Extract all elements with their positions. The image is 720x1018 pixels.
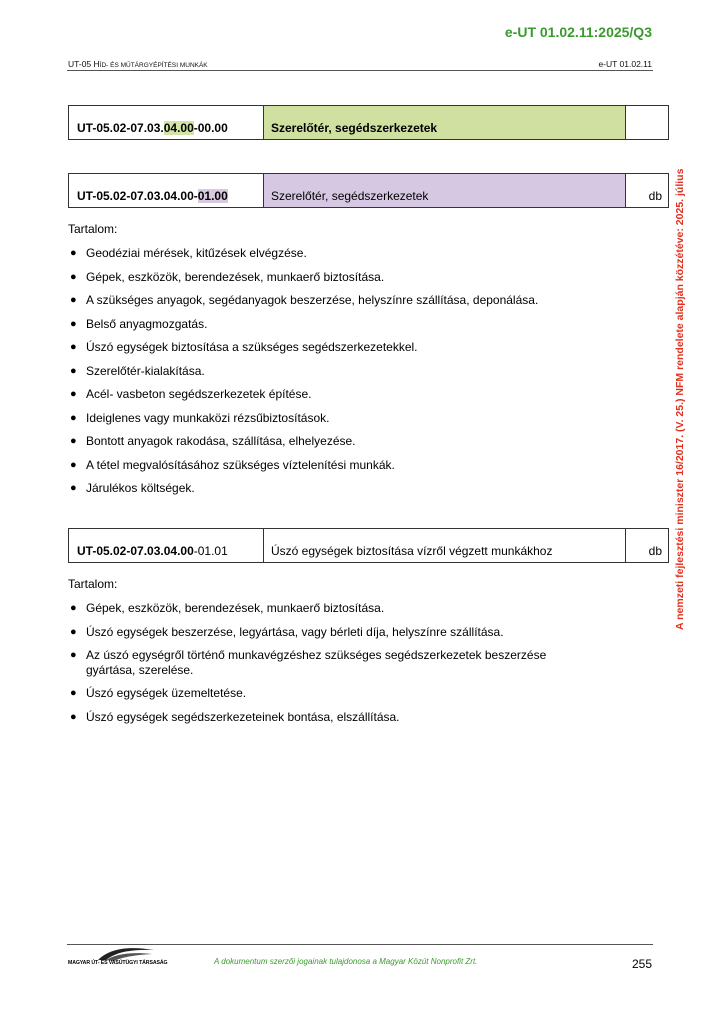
bullet: ● [70, 411, 77, 424]
list-item-text: Ideiglenes vagy munkaközi rézsűbiztosítások. [86, 410, 330, 425]
list-item [68, 340, 628, 355]
contents-label: Tartalom: [68, 577, 118, 591]
list-item [68, 411, 628, 426]
list-item [68, 458, 628, 473]
list-item [68, 601, 548, 616]
list-item [68, 481, 628, 496]
society-logo [68, 946, 168, 972]
header-divider [67, 70, 653, 71]
bullet: ● [70, 270, 77, 283]
list-item [68, 317, 628, 332]
list-item-text: Úszó egységek segédszerkezeteinek bontása, elszállítása. [86, 709, 400, 724]
item-unit [626, 106, 669, 140]
list-item-text: Járulékos költségek. [86, 481, 195, 495]
list-item [68, 625, 548, 640]
bullet: ● [70, 341, 77, 353]
bullet: ● [70, 388, 77, 400]
list-item-text: Belső anyagmozgatás. [86, 316, 208, 331]
item-code-part-b: 04.00 [163, 121, 194, 135]
list-item-text: Gépek, eszközök, berendezések, munkaerő biztosítása. [86, 601, 385, 615]
footer-divider [67, 944, 653, 945]
list-item [68, 686, 548, 701]
chapter-title-main: UT-05 H [68, 59, 100, 69]
page-number: 255 [631, 957, 652, 971]
bullet: ● [70, 435, 77, 447]
item-code [69, 529, 264, 563]
item-table-sub [68, 173, 669, 208]
item-table-main [68, 105, 669, 140]
chapter-title-small: ÍD- ÉS MŰTÁRGYÉPÍTÉSI MUNKÁK [99, 62, 208, 69]
logo-text: MAGYAR ÚT- ÉS VASÚTÜGYI TÁRSASÁG [68, 960, 168, 966]
item-code-part-a: UT-05.02-07.03.04.00 [77, 544, 194, 558]
list-item-text: A tétel megvalósításához szükséges víztelenítési munkák. [86, 457, 395, 472]
bullet: ● [70, 364, 77, 377]
bullet: ● [70, 710, 77, 723]
item-code-part-a: UT-05.02-07.03.04.00- [77, 189, 198, 203]
list-item [68, 387, 628, 402]
list-item-text: Gépek, eszközök, berendezések, munkaerő biztosítása. [86, 269, 385, 284]
bullet: ● [70, 458, 77, 471]
list-item-text: Bontott anyagok rakodása, szállítása, elhelyezése. [86, 434, 356, 448]
item-code-part-b: -01.01 [193, 544, 228, 558]
list-item [68, 364, 628, 379]
document-code: e-UT 01.02.11:2025/Q3 [504, 24, 652, 40]
list-item-text: Úszó egységek beszerzése, legyártása, vagy bérleti díja, helyszínre szállítása. [86, 624, 504, 639]
bullet: ● [70, 482, 77, 494]
contents-list [68, 601, 548, 724]
list-item [68, 434, 628, 449]
item-name: Szerelőtér, segédszerkezetek [264, 174, 626, 208]
bullet: ● [70, 687, 77, 699]
list-item [68, 293, 628, 308]
item-name: Szerelőtér, segédszerkezetek [264, 106, 626, 140]
item-code-part-c: -00.00 [193, 121, 228, 135]
list-item [68, 648, 548, 677]
list-item-text: Acél- vasbeton segédszerkezetek építése. [86, 387, 312, 401]
item-code [69, 174, 264, 208]
item-name: Úszó egységek biztosítása vízről végzett munkákhoz [264, 529, 626, 563]
list-item-text: Geodéziai mérések, kitűzések elvégzése. [86, 246, 307, 260]
list-item-text: A szükséges anyagok, segédanyagok beszerzése, helyszínre szállítása, deponálása. [86, 293, 539, 307]
item-table-sub [68, 528, 669, 563]
item-code-part-b: 01.00 [197, 189, 228, 203]
bullet: ● [70, 649, 77, 661]
bullet: ● [70, 602, 77, 614]
list-item-text: Szerelőtér-kialakítása. [86, 363, 205, 378]
bullet: ● [70, 294, 77, 306]
item-code-part-a: UT-05.02-07.03. [77, 121, 164, 135]
contents-list [68, 246, 628, 496]
contents-label: Tartalom: [68, 222, 118, 236]
list-item-text: Az úszó egységről történő munkavégzéshez szükséges segédszerkezetek beszerzése gyártása, szerelése. [86, 648, 547, 677]
list-item-text: Úszó egységek biztosítása a szükséges segédszerkezetekkel. [86, 340, 418, 354]
item-unit: db [626, 529, 669, 563]
list-item [68, 270, 628, 285]
bullet: ● [70, 317, 77, 330]
list-item-text: Úszó egységek üzemeltetése. [86, 686, 247, 700]
publication-note: A nemzeti fejlesztési miniszter 16/2017. (V. 25.) NFM rendelete alapján közzétéve: 2025. július [674, 168, 686, 630]
item-code [69, 106, 264, 140]
chapter-title [68, 59, 208, 69]
list-item [68, 246, 628, 261]
copyright-note: A dokumentum szerzői jogainak tulajdonosa a Magyar Közút Nonprofit Zrt. [214, 957, 478, 966]
list-item [68, 710, 548, 725]
item-unit: db [626, 174, 669, 208]
bullet: ● [70, 625, 77, 638]
bullet: ● [70, 247, 77, 259]
header-right-code: e-UT 01.02.11 [598, 59, 652, 69]
